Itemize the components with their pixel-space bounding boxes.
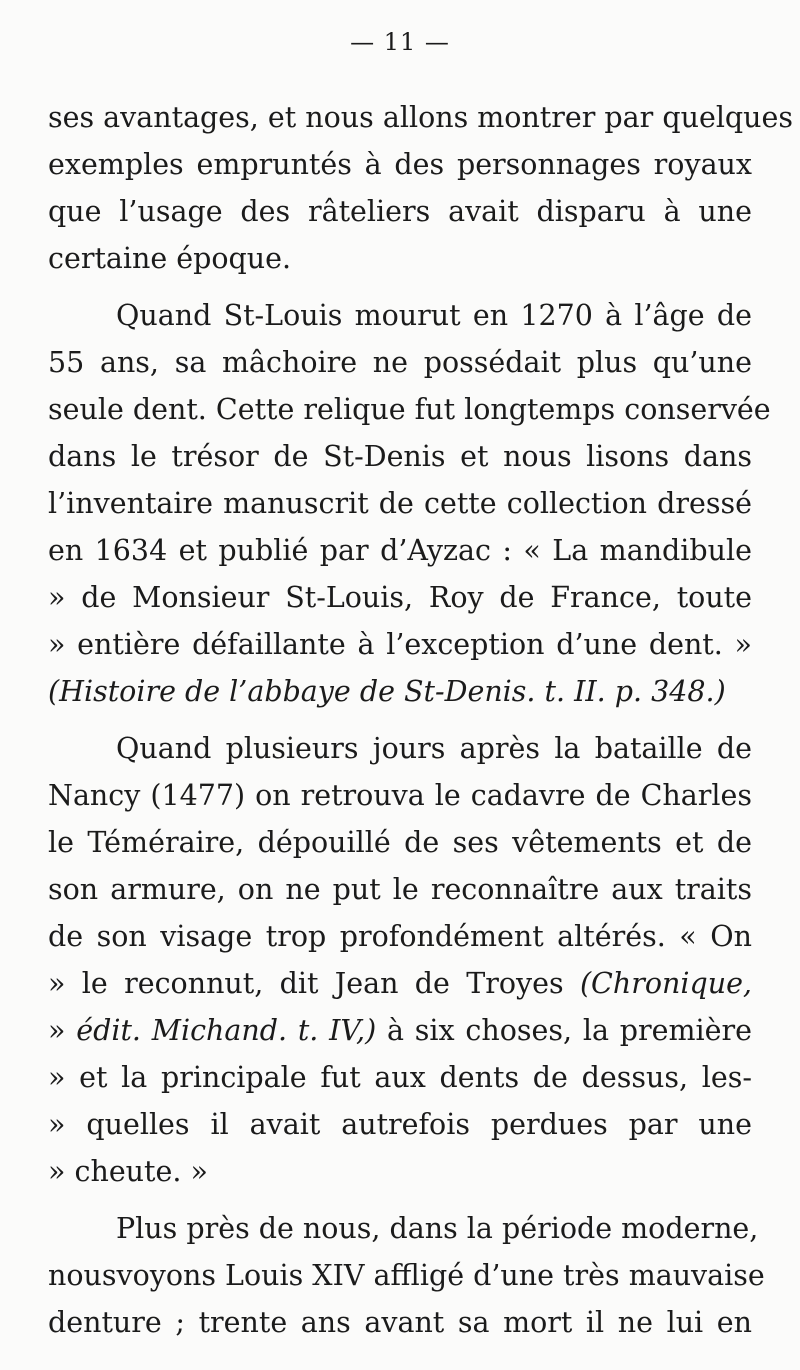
- text-run: Plus près de nous, dans la période moderne,: [116, 1212, 759, 1245]
- text-line: [48, 434, 752, 480]
- text-line: [48, 1055, 752, 1101]
- text-run: que l’usage des râteliers avait disparu à une: [48, 195, 752, 228]
- text-run: »: [48, 1014, 77, 1047]
- italic-citation: (Chronique,: [579, 967, 752, 1000]
- text-line: [48, 340, 752, 386]
- text-line: [48, 622, 752, 668]
- text-line: [48, 1253, 765, 1299]
- text-line: [48, 820, 752, 866]
- text-run: certaine époque.: [48, 242, 292, 275]
- text-run: 55 ans, sa mâchoire ne possédait plus qu’une: [48, 346, 752, 379]
- text-run: » de Monsieur St-Louis, Roy de France, toute: [48, 581, 752, 614]
- text-line: [116, 726, 752, 772]
- text-line: [116, 293, 752, 339]
- italic-citation: (Histoire de l’abbaye de St-Denis. t. II. p. 348.): [48, 675, 726, 708]
- text-line: [48, 575, 752, 621]
- text-run: le Téméraire, dépouillé de ses vêtements et de: [48, 826, 752, 859]
- text-line: [48, 773, 752, 819]
- text-line: [48, 867, 752, 913]
- text-run: denture ; trente ans avant sa mort il ne lui en: [48, 1306, 752, 1339]
- text-run: » quelles il avait autrefois perdues par une: [48, 1108, 752, 1141]
- text-line: [48, 142, 752, 188]
- text-line: [48, 1149, 752, 1195]
- text-line: [48, 961, 752, 1007]
- text-run: Quand plusieurs jours après la bataille de: [116, 732, 752, 765]
- text-run: » et la principale fut aux dents de dessus, les-: [48, 1061, 752, 1094]
- text-line: [48, 189, 752, 235]
- text-run: à six choses, la première: [376, 1014, 753, 1047]
- text-run: en 1634 et publié par d’Ayzac : « La mandibule: [48, 534, 752, 567]
- text-run: son armure, on ne put le reconnaître aux traits: [48, 873, 752, 906]
- text-line: [48, 914, 752, 960]
- text-run: exemples empruntés à des personnages royaux: [48, 148, 752, 181]
- text-line: [48, 669, 752, 715]
- text-run: » cheute. »: [48, 1155, 208, 1188]
- text-run: seule dent. Cette relique fut longtemps conservée: [48, 393, 771, 426]
- text-line: [48, 236, 752, 282]
- italic-citation: édit. Michand. t. IV,): [76, 1014, 377, 1047]
- text-run: Nancy (1477) on retrouva le cadavre de Charles: [48, 779, 752, 812]
- text-line: [48, 1300, 752, 1346]
- text-run: » le reconnut, dit Jean de Troyes: [48, 967, 580, 1000]
- text-line: [48, 1102, 752, 1148]
- text-line: [116, 1206, 759, 1252]
- text-line: [48, 481, 752, 527]
- text-run: Quand St-Louis mourut en 1270 à l’âge de: [116, 299, 752, 332]
- text-line: [48, 387, 771, 433]
- text-line: [48, 1008, 752, 1054]
- page-number: — 11 —: [350, 28, 450, 56]
- text-line: [48, 528, 752, 574]
- text-run: » entière défaillante à l’exception d’une dent. »: [48, 628, 752, 661]
- text-line: [48, 95, 794, 141]
- text-run: de son visage trop profondément altérés. « On: [48, 920, 752, 953]
- text-run: nousvoyons Louis XIV affligé d’une très mauvaise: [48, 1259, 765, 1292]
- text-run: dans le trésor de St-Denis et nous lisons dans: [48, 440, 752, 473]
- text-run: l’inventaire manuscrit de cette collection dressé: [48, 487, 752, 520]
- text-run: ses avantages, et nous allons montrer par quelques: [48, 101, 794, 134]
